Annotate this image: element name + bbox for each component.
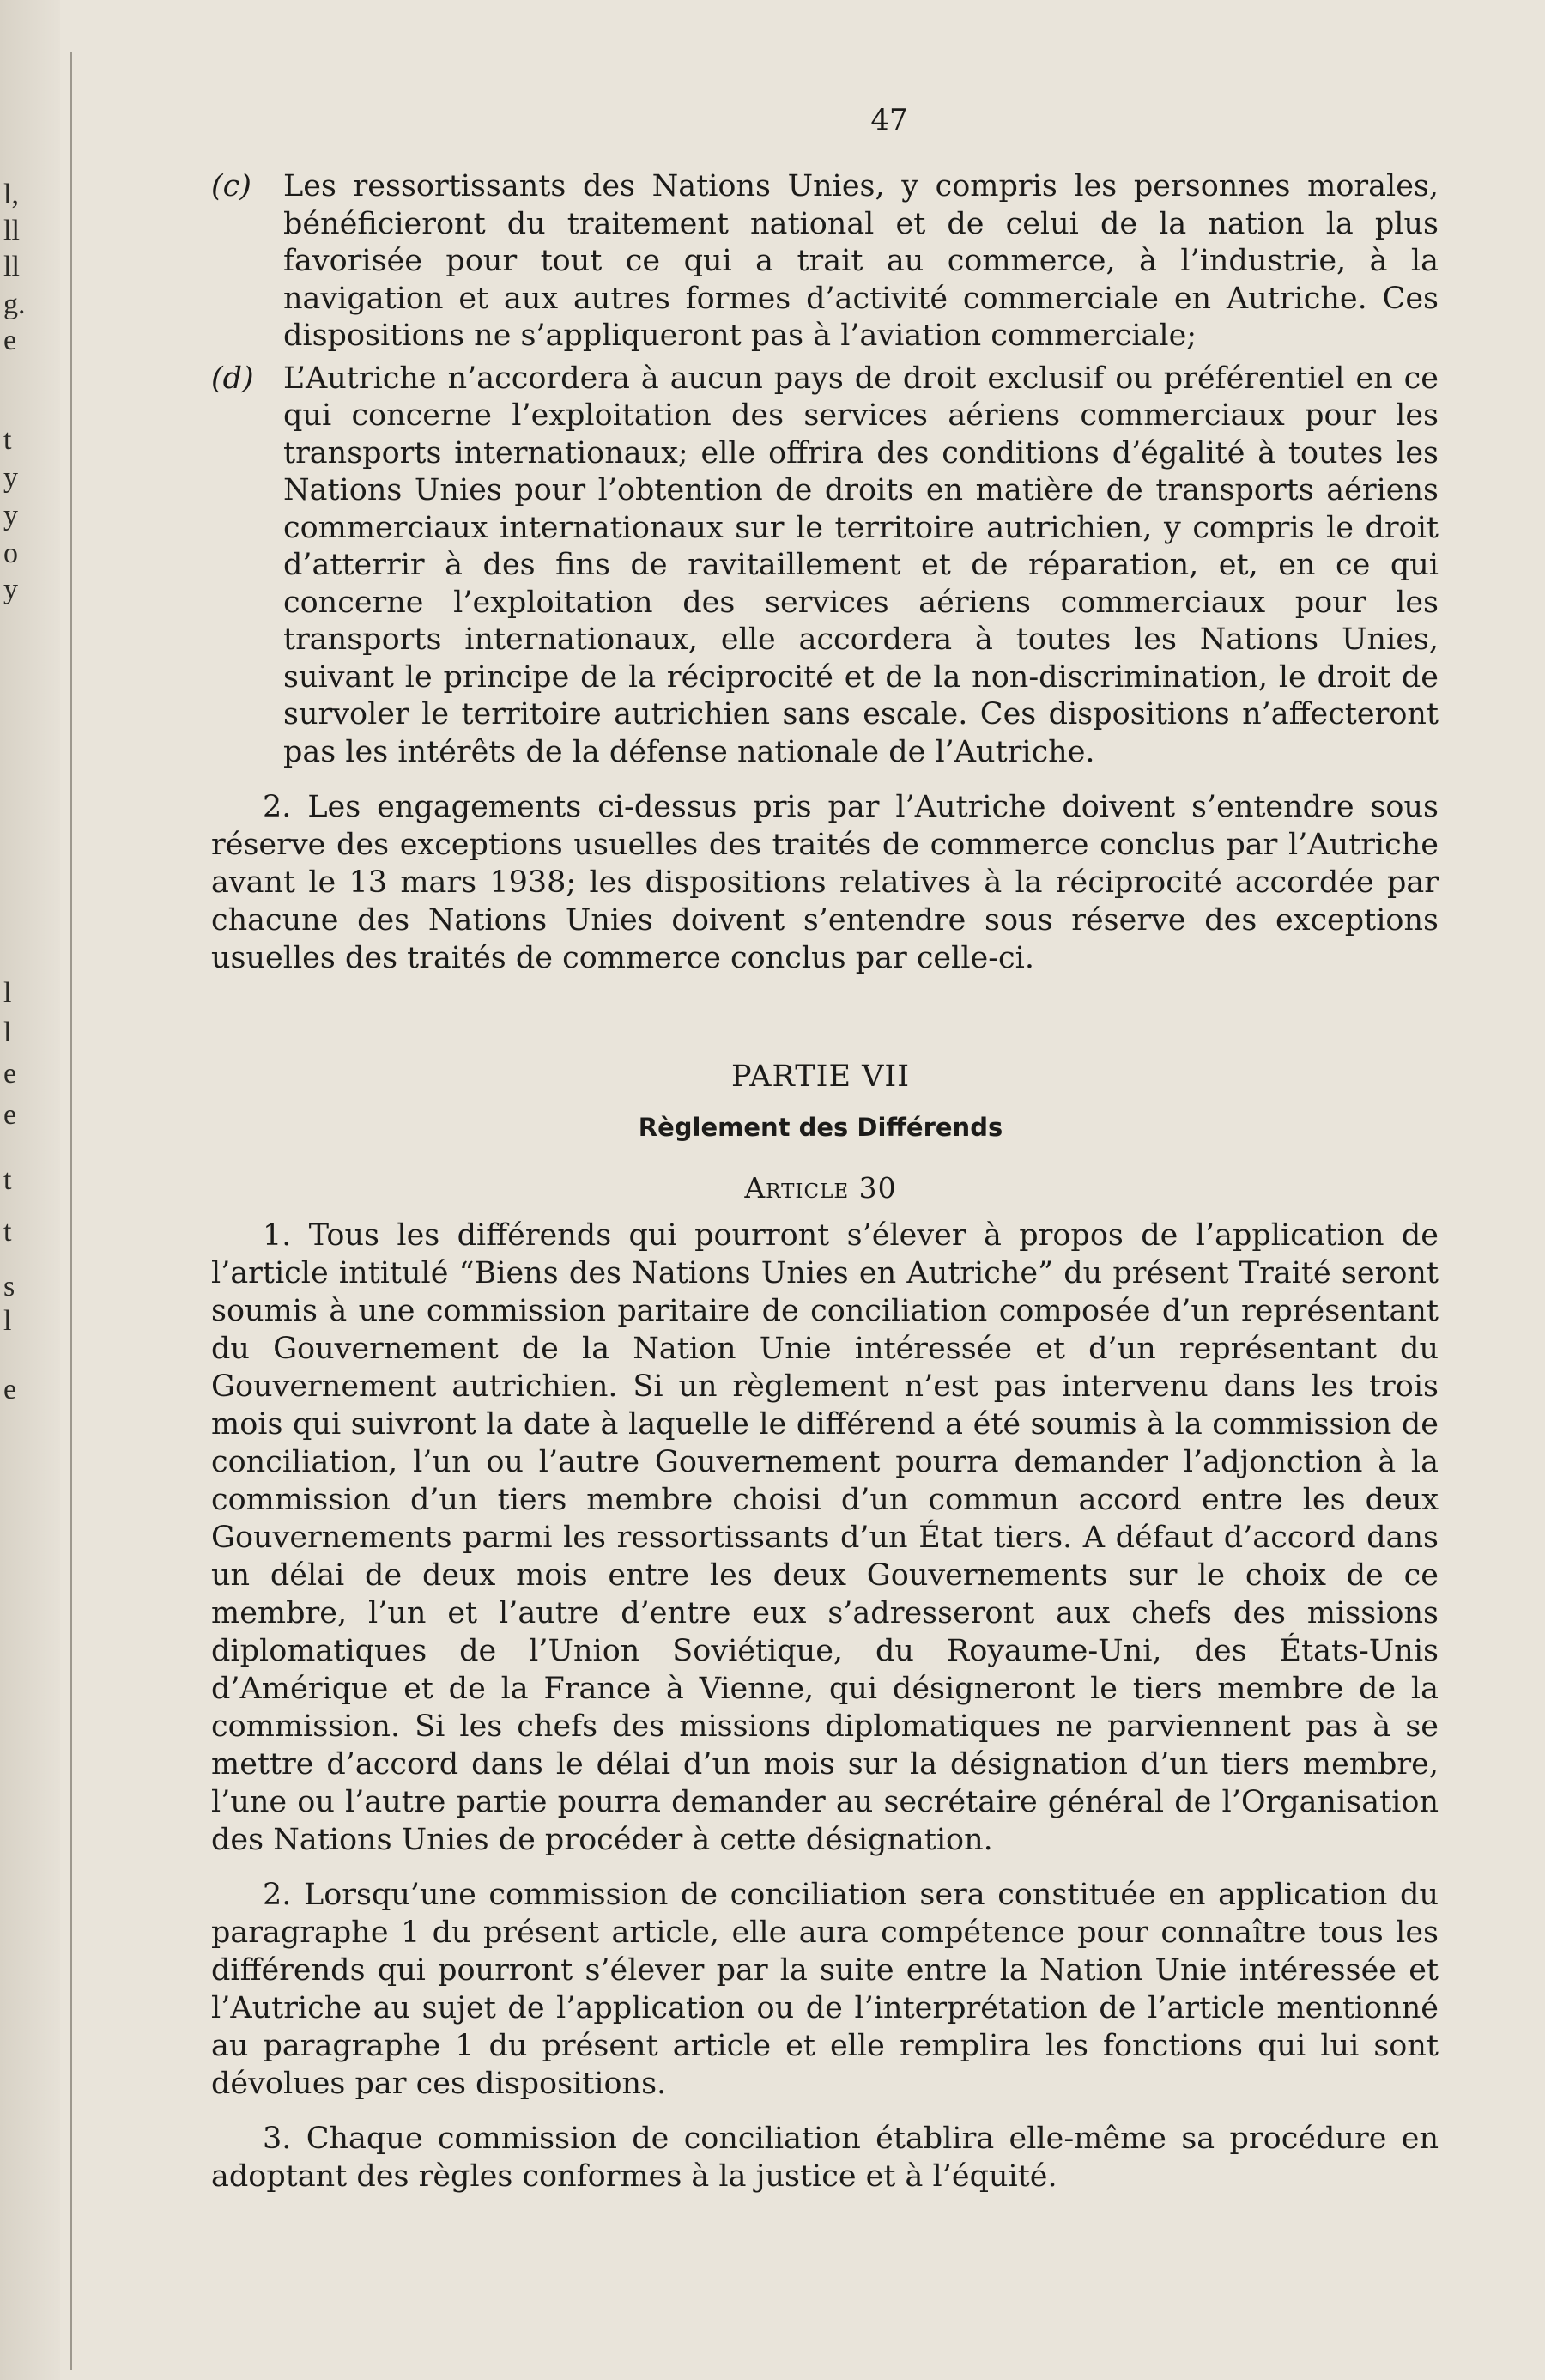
item-text: Les ressortissants des Nations Unies, y compris les personnes morales, bénéficieront du traitement national et de celui de la nation la plus favorisée pour tout ce qui a trait au commerce, à l’industrie, à la navigation et aux autres formes d’activité commerciale en Autriche. Ces dispositions ne s’appliqueront pas à l’aviation commerciale; <box>283 169 1439 353</box>
part-title: PARTIE VII <box>730 1059 911 1094</box>
article-30-paragraph-3: 3. Chaque commission de conciliation établira elle-même sa procédure en adoptant des règles conformes à la justice et à l’équité. <box>211 2122 1439 2194</box>
margin-letter: t <box>3 1164 12 1196</box>
margin-letter: e <box>3 1058 17 1090</box>
margin-letter: t <box>3 424 12 456</box>
item-text: L’Autriche n’accordera à aucun pays de droit exclusif ou préférentiel en ce qui concerne l’exploitation des services aériens commerciaux pour les transports internationaux; elle offrira des conditions d’égalité à toutes les Nations Unies pour l’obtention de droits en matière de transports aériens commerciaux internationaux sur le territoire autrichien, y compris le droit d’atterrir à des fins de ravitaillement et de réparation, et, en ce qui concerne l’exploitation des services aériens commerciaux pour les transports internationaux, elle accordera à toutes les Nations Unies, suivant le principe de la réciprocité et de la non-discrimination, le droit de survoler le territoire autrichien sans escale. Ces dispositions n’affecteront pas les intérêts de la défense nationale de l’Autriche. <box>283 361 1439 769</box>
margin-letter: g. <box>3 288 26 320</box>
margin-letter: l <box>3 977 12 1009</box>
margin-letter: l, <box>3 179 19 210</box>
margin-letter: o <box>3 537 18 569</box>
list-item-d <box>203 361 1439 772</box>
list-item-c <box>203 168 1439 355</box>
margin-letter: s <box>3 1271 15 1302</box>
margin-letter: l <box>3 1017 12 1048</box>
item-marker: (c) <box>211 169 251 203</box>
article-30-paragraph-2: 2. Lorsqu’une commission de conciliation sera constituée en application du paragraphe 1 du présent article, elle aura compétence pour connaître tous les différends qui pourront s’élever par la suite entre la Nation Unie intéressée et l’Autriche au sujet de l’application ou de l’interprétation de l’article mentionné au paragraphe 1 du présent article et elle remplira les fonctions qui lui sont dévolues par ces dispositions. <box>211 1878 1439 2101</box>
margin-letter: t <box>3 1216 12 1248</box>
item-marker: (d) <box>211 361 254 396</box>
margin-letter: e <box>3 1099 17 1131</box>
paragraph-2: 2. Les engagements ci-dessus pris par l’Autriche doivent s’entendre sous réserve des exceptions usuelles des traités de commerce conclus par l’Autriche avant le 13 mars 1938; les dispositions relatives à la réciprocité accordée par chacune des Nations Unies doivent s’entendre sous réserve des exceptions usuelles des traités de commerce conclus par celle-ci. <box>211 790 1439 975</box>
article-30-paragraph-1: 1. Tous les différends qui pourront s’élever à propos de l’application de l’article intitulé “Biens des Nations Unies en Autriche” du présent Traité seront soumis à une commission paritaire de conciliation composée d’un représentant du Gouvernement de la Nation Unie intéressée et d’un représentant du Gouvernement autrichien. Si un règlement n’est pas intervenu dans les trois mois qui suivront la date à laquelle le différend a été soumis à la commission de conciliation, l’un ou l’autre Gouvernement pourra demander l’adjonction à la commission d’un tiers membre choisi d’un commun accord entre les deux Gouvernements parmi les ressortissants d’un État tiers. A défaut d’accord dans un délai de deux mois entre les deux Gouvernements sur le choix de ce membre, l’un et l’autre d’entre eux s’adresseront aux chefs des missions diplomatiques de l’Union Soviétique, du Royaume-Uni, des États-Unis d’Amérique et de la France à Vienne, qui désigneront le tiers membre de la commission. Si les chefs des missions diplomatiques ne parviennent pas à se mettre d’accord dans le délai d’un mois sur la désignation d’un tiers membre, l’une ou l’autre partie pourra demander au secrétaire général de l’Organisation des Nations Unies de procéder à cette désignation. <box>211 1218 1439 1857</box>
page-number: 47 <box>870 103 908 137</box>
margin-letter: y <box>3 574 18 605</box>
margin-letter: ll <box>3 251 20 282</box>
margin-letter: l <box>3 1305 12 1337</box>
article-title: Article 30 <box>744 1171 897 1205</box>
margin-letter: e <box>3 325 17 356</box>
margin-letter: ll <box>3 215 20 246</box>
margin-letter: e <box>3 1374 17 1406</box>
margin-letter: y <box>3 462 18 494</box>
document-page <box>203 103 1439 2195</box>
part-subtitle: Règlement des Différends <box>638 1113 1003 1142</box>
margin-letter: y <box>3 500 18 531</box>
binding-line <box>70 52 72 2370</box>
